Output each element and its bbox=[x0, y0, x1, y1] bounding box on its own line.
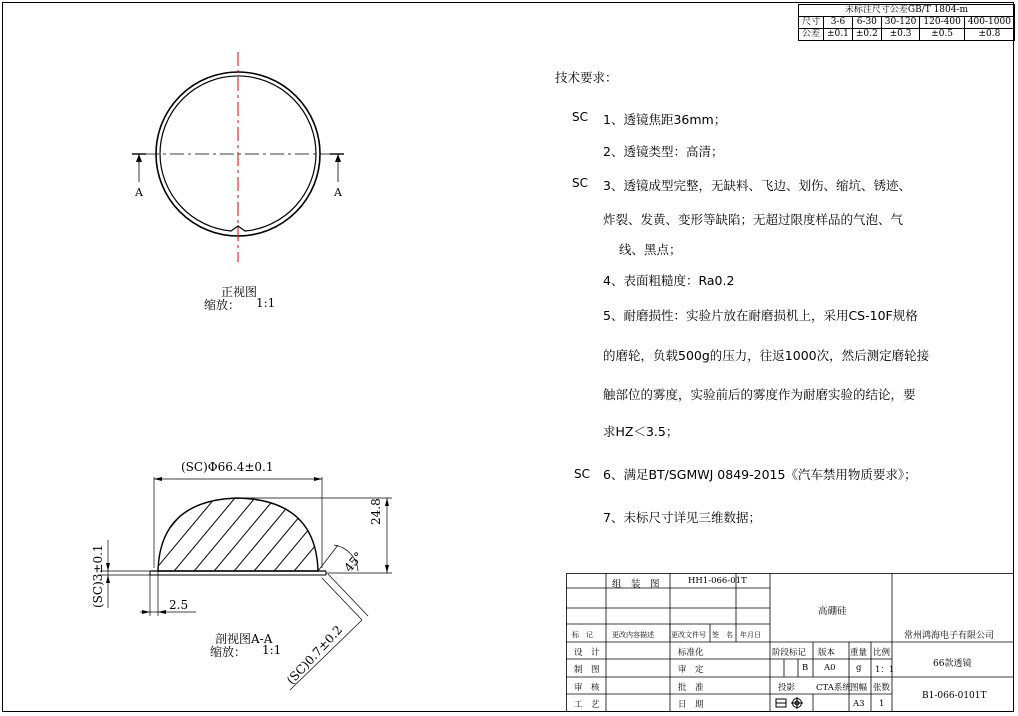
tol-cell: ±0.3 bbox=[881, 29, 920, 41]
requirement-line: 线、黑点； bbox=[619, 242, 682, 257]
sheet-value: A3 bbox=[853, 699, 865, 709]
sheet-label: 图幅 bbox=[850, 683, 868, 693]
tol-cell: ±0.2 bbox=[852, 29, 881, 41]
chamfer-dimension: (SC)0.7±0.2 bbox=[283, 622, 346, 688]
rev-header: 标 记 bbox=[572, 631, 593, 639]
stage-value: B bbox=[802, 663, 809, 673]
group-label: 组 装 图 bbox=[612, 579, 660, 590]
standard-label: 标准化 bbox=[678, 648, 704, 658]
front-scale-value: 1:1 bbox=[256, 296, 276, 310]
front-view-caption: 正视图 bbox=[221, 285, 258, 299]
requirement-line: 的磨轮，负载500g的压力，往返1000次，然后测定磨轮接 bbox=[603, 348, 930, 363]
company-name: 常州鸿海电子有限公司 bbox=[904, 631, 995, 641]
approve-label: 批 准 bbox=[678, 683, 704, 693]
ratio-label: 比例 bbox=[873, 648, 891, 658]
section-scale-label: 缩放： bbox=[210, 645, 247, 659]
projection-label: 投影 bbox=[778, 683, 796, 693]
design-label: 设 计 bbox=[574, 648, 600, 658]
version-value: A0 bbox=[824, 663, 836, 673]
tol-cell: ±0.5 bbox=[920, 29, 964, 41]
sc-mark: SC bbox=[572, 110, 588, 124]
tol-cell: ±0.8 bbox=[964, 29, 1014, 41]
range-cell: 400-1000 bbox=[964, 17, 1014, 29]
requirement-line: 1、透镜焦距36mm； bbox=[603, 112, 727, 127]
range-cell: 30-120 bbox=[881, 17, 920, 29]
weight-label: 重量 bbox=[850, 648, 868, 658]
review-label: 审 定 bbox=[678, 665, 704, 675]
tol-cell: ±0.1 bbox=[824, 29, 853, 41]
requirement-line: 求HZ＜3.5； bbox=[603, 424, 679, 439]
tol-label: 公差 bbox=[799, 29, 824, 41]
size-label: 尺寸 bbox=[799, 17, 824, 29]
ratio-value: 1：1 bbox=[875, 665, 895, 675]
rev-header: 更改文件号 bbox=[671, 631, 706, 639]
angle-dimension: 45° bbox=[341, 549, 366, 575]
section-scale-value: 1:1 bbox=[262, 643, 282, 657]
rev-header: 更改内容描述 bbox=[612, 631, 654, 639]
rev-header: 签 名 bbox=[712, 631, 733, 639]
part-name: 66款透镜 bbox=[933, 659, 972, 669]
sc-mark: SC bbox=[572, 176, 588, 190]
sheets-value: 1 bbox=[879, 699, 885, 709]
section-mark-left: A bbox=[135, 186, 143, 199]
edge-dimension: 2.5 bbox=[169, 598, 189, 612]
range-cell: 6-30 bbox=[852, 17, 881, 29]
sheets-label: 张数 bbox=[873, 683, 891, 693]
title-block bbox=[566, 573, 1014, 712]
front-view bbox=[132, 52, 344, 262]
requirement-line: 2、透镜类型：高清； bbox=[603, 144, 724, 159]
front-scale-label: 缩放： bbox=[204, 298, 241, 312]
range-cell: 120-400 bbox=[920, 17, 964, 29]
tolerance-title: 未标注尺寸公差GB/T 1804-m bbox=[799, 5, 1015, 17]
requirements-heading: 技术要求： bbox=[555, 70, 618, 85]
requirement-line: 6、满足BT/SGMWJ 0849-2015《汽车禁用物质要求》； bbox=[603, 467, 917, 482]
diameter-dimension: (SC)Φ66.4±0.1 bbox=[181, 460, 274, 474]
section-view-caption: 剖视图A-A bbox=[215, 632, 273, 646]
section-mark-right: A bbox=[334, 186, 342, 199]
process-label: 工 艺 bbox=[574, 700, 600, 710]
material-value: 高硼硅 bbox=[818, 606, 847, 617]
height-dimension: 24.8 bbox=[369, 498, 383, 525]
check-label: 审 核 bbox=[574, 683, 600, 693]
assembly-number: HH1-066-01T bbox=[688, 576, 747, 586]
requirement-line: 7、未标尺寸详见三维数据； bbox=[603, 510, 761, 525]
system-label: CTA系统 bbox=[816, 683, 851, 693]
requirement-line: 5、耐磨损性：实验片放在耐磨损机上，采用CS-10F规格 bbox=[603, 308, 918, 323]
requirement-line: 3、透镜成型完整，无缺料、飞边、划伤、缩坑、锈迹、 bbox=[603, 178, 911, 193]
tolerance-table bbox=[798, 4, 1015, 41]
version-label: 版本 bbox=[818, 648, 836, 658]
stage-label: 阶段标记 bbox=[772, 648, 807, 658]
sc-mark: SC bbox=[574, 467, 590, 481]
requirement-line: 炸裂、发黄、变形等缺陷；无超过限度样品的气泡、气 bbox=[603, 212, 904, 227]
date-label: 日 期 bbox=[678, 700, 704, 710]
drawing-number: B1-066-0101T bbox=[922, 691, 987, 701]
projection-symbol-icon bbox=[776, 697, 803, 709]
requirement-line: 触部位的雾度，实验前后的雾度作为耐磨实验的结论，要 bbox=[603, 387, 916, 402]
requirement-line: 4、表面粗糙度：Ra0.2 bbox=[603, 273, 735, 288]
draw-label: 制 图 bbox=[574, 665, 600, 675]
range-cell: 3-6 bbox=[824, 17, 853, 29]
weight-value: g bbox=[856, 663, 862, 673]
flange-dimension: (SC)3±0.1 bbox=[91, 544, 105, 608]
rev-header: 年月日 bbox=[740, 631, 761, 639]
